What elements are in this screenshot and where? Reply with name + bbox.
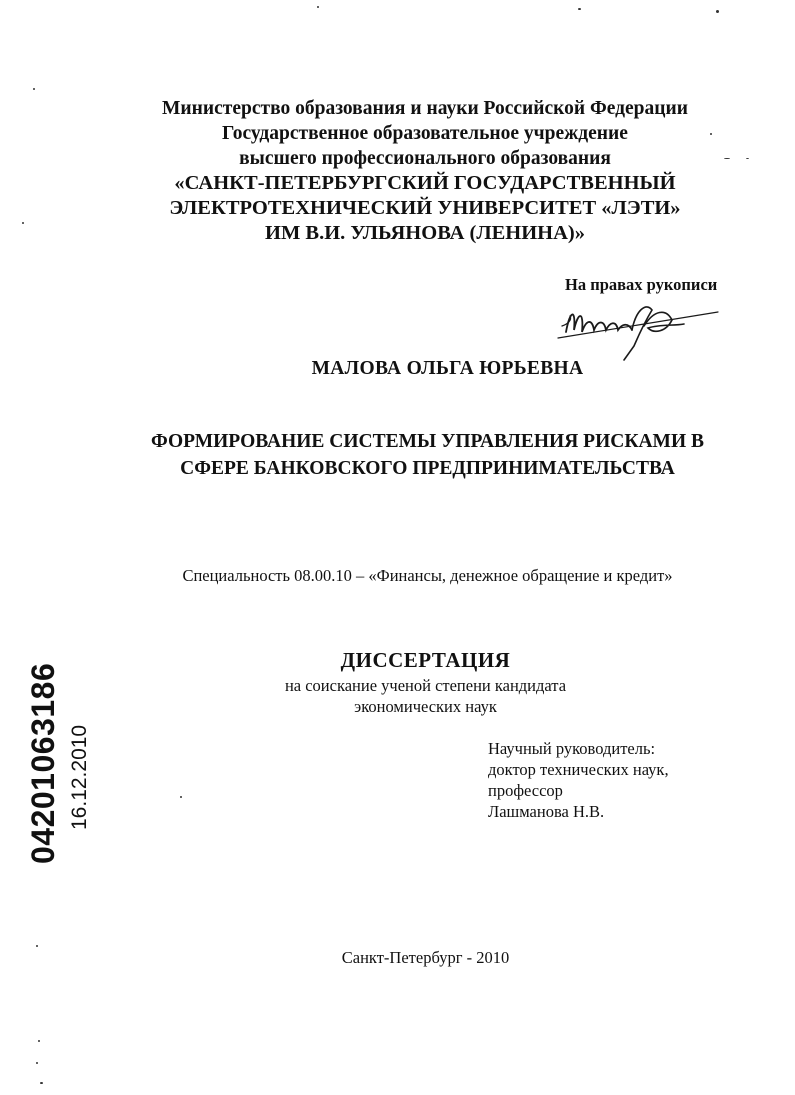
university-line-3: ИМ В.И. УЛЬЯНОВА (ЛЕНИНА)» [265, 222, 585, 244]
scan-speck [38, 1040, 40, 1042]
institution-type-line: Государственное образовательное учреждение [222, 123, 628, 144]
scan-speck [578, 8, 581, 10]
scan-speck [40, 1082, 43, 1084]
author-name: МАЛОВА ОЛЬГА ЮРЬЕВНА [311, 358, 584, 379]
degree-line-1: на соискание ученой степени кандидата [284, 676, 567, 695]
scan-speck [33, 88, 35, 90]
university-line-1: «САНКТ-ПЕТЕРБУРГСКИЙ ГОСУДАРСТВЕННЫЙ [174, 172, 676, 194]
scan-speck [36, 1062, 38, 1064]
specialty-line: Специальность 08.00.10 – «Финансы, денежное обращение и кредит» [182, 566, 673, 585]
supervisor-block [488, 738, 669, 822]
ministry-line: Министерство образования и науки Российской Федерации [162, 98, 688, 119]
scan-speck [36, 945, 38, 947]
degree-statement [28, 675, 795, 717]
scan-speck [710, 133, 712, 135]
scan-speck [22, 222, 24, 224]
title-line-2: СФЕРЕ БАНКОВСКОГО ПРЕДПРИНИМАТЕЛЬСТВА [180, 458, 675, 479]
institution-header [40, 96, 795, 246]
supervisor-label: Научный руководитель: [488, 739, 656, 758]
dissertation-title [30, 428, 795, 482]
scan-speck [180, 796, 182, 798]
rights-label: На правах рукописи [565, 275, 718, 294]
university-line-2: ЭЛЕКТРОТЕХНИЧЕСКИЙ УНИВЕРСИТЕТ «ЛЭТИ» [169, 197, 681, 219]
scan-speck [724, 158, 730, 159]
supervisor-degree: доктор технических наук, [488, 760, 669, 779]
scan-speck [716, 10, 719, 13]
document-type: ДИССЕРТАЦИЯ [340, 648, 511, 672]
degree-line-2: экономических наук [354, 697, 497, 716]
stamp-date: 16.12.2010 [68, 724, 91, 830]
stamp-number: 04201063186 [25, 662, 61, 864]
scan-speck [746, 158, 749, 159]
signature-image [548, 280, 728, 365]
title-line-1: ФОРМИРОВАНИЕ СИСТЕМЫ УПРАВЛЕНИЯ РИСКАМИ В [151, 431, 704, 452]
scan-speck [317, 6, 319, 8]
education-level-line: высшего профессионального образования [239, 148, 611, 169]
city-year: Санкт-Петербург - 2010 [341, 948, 510, 967]
supervisor-name: Лашманова Н.В. [488, 802, 605, 821]
supervisor-title: профессор [488, 781, 563, 800]
